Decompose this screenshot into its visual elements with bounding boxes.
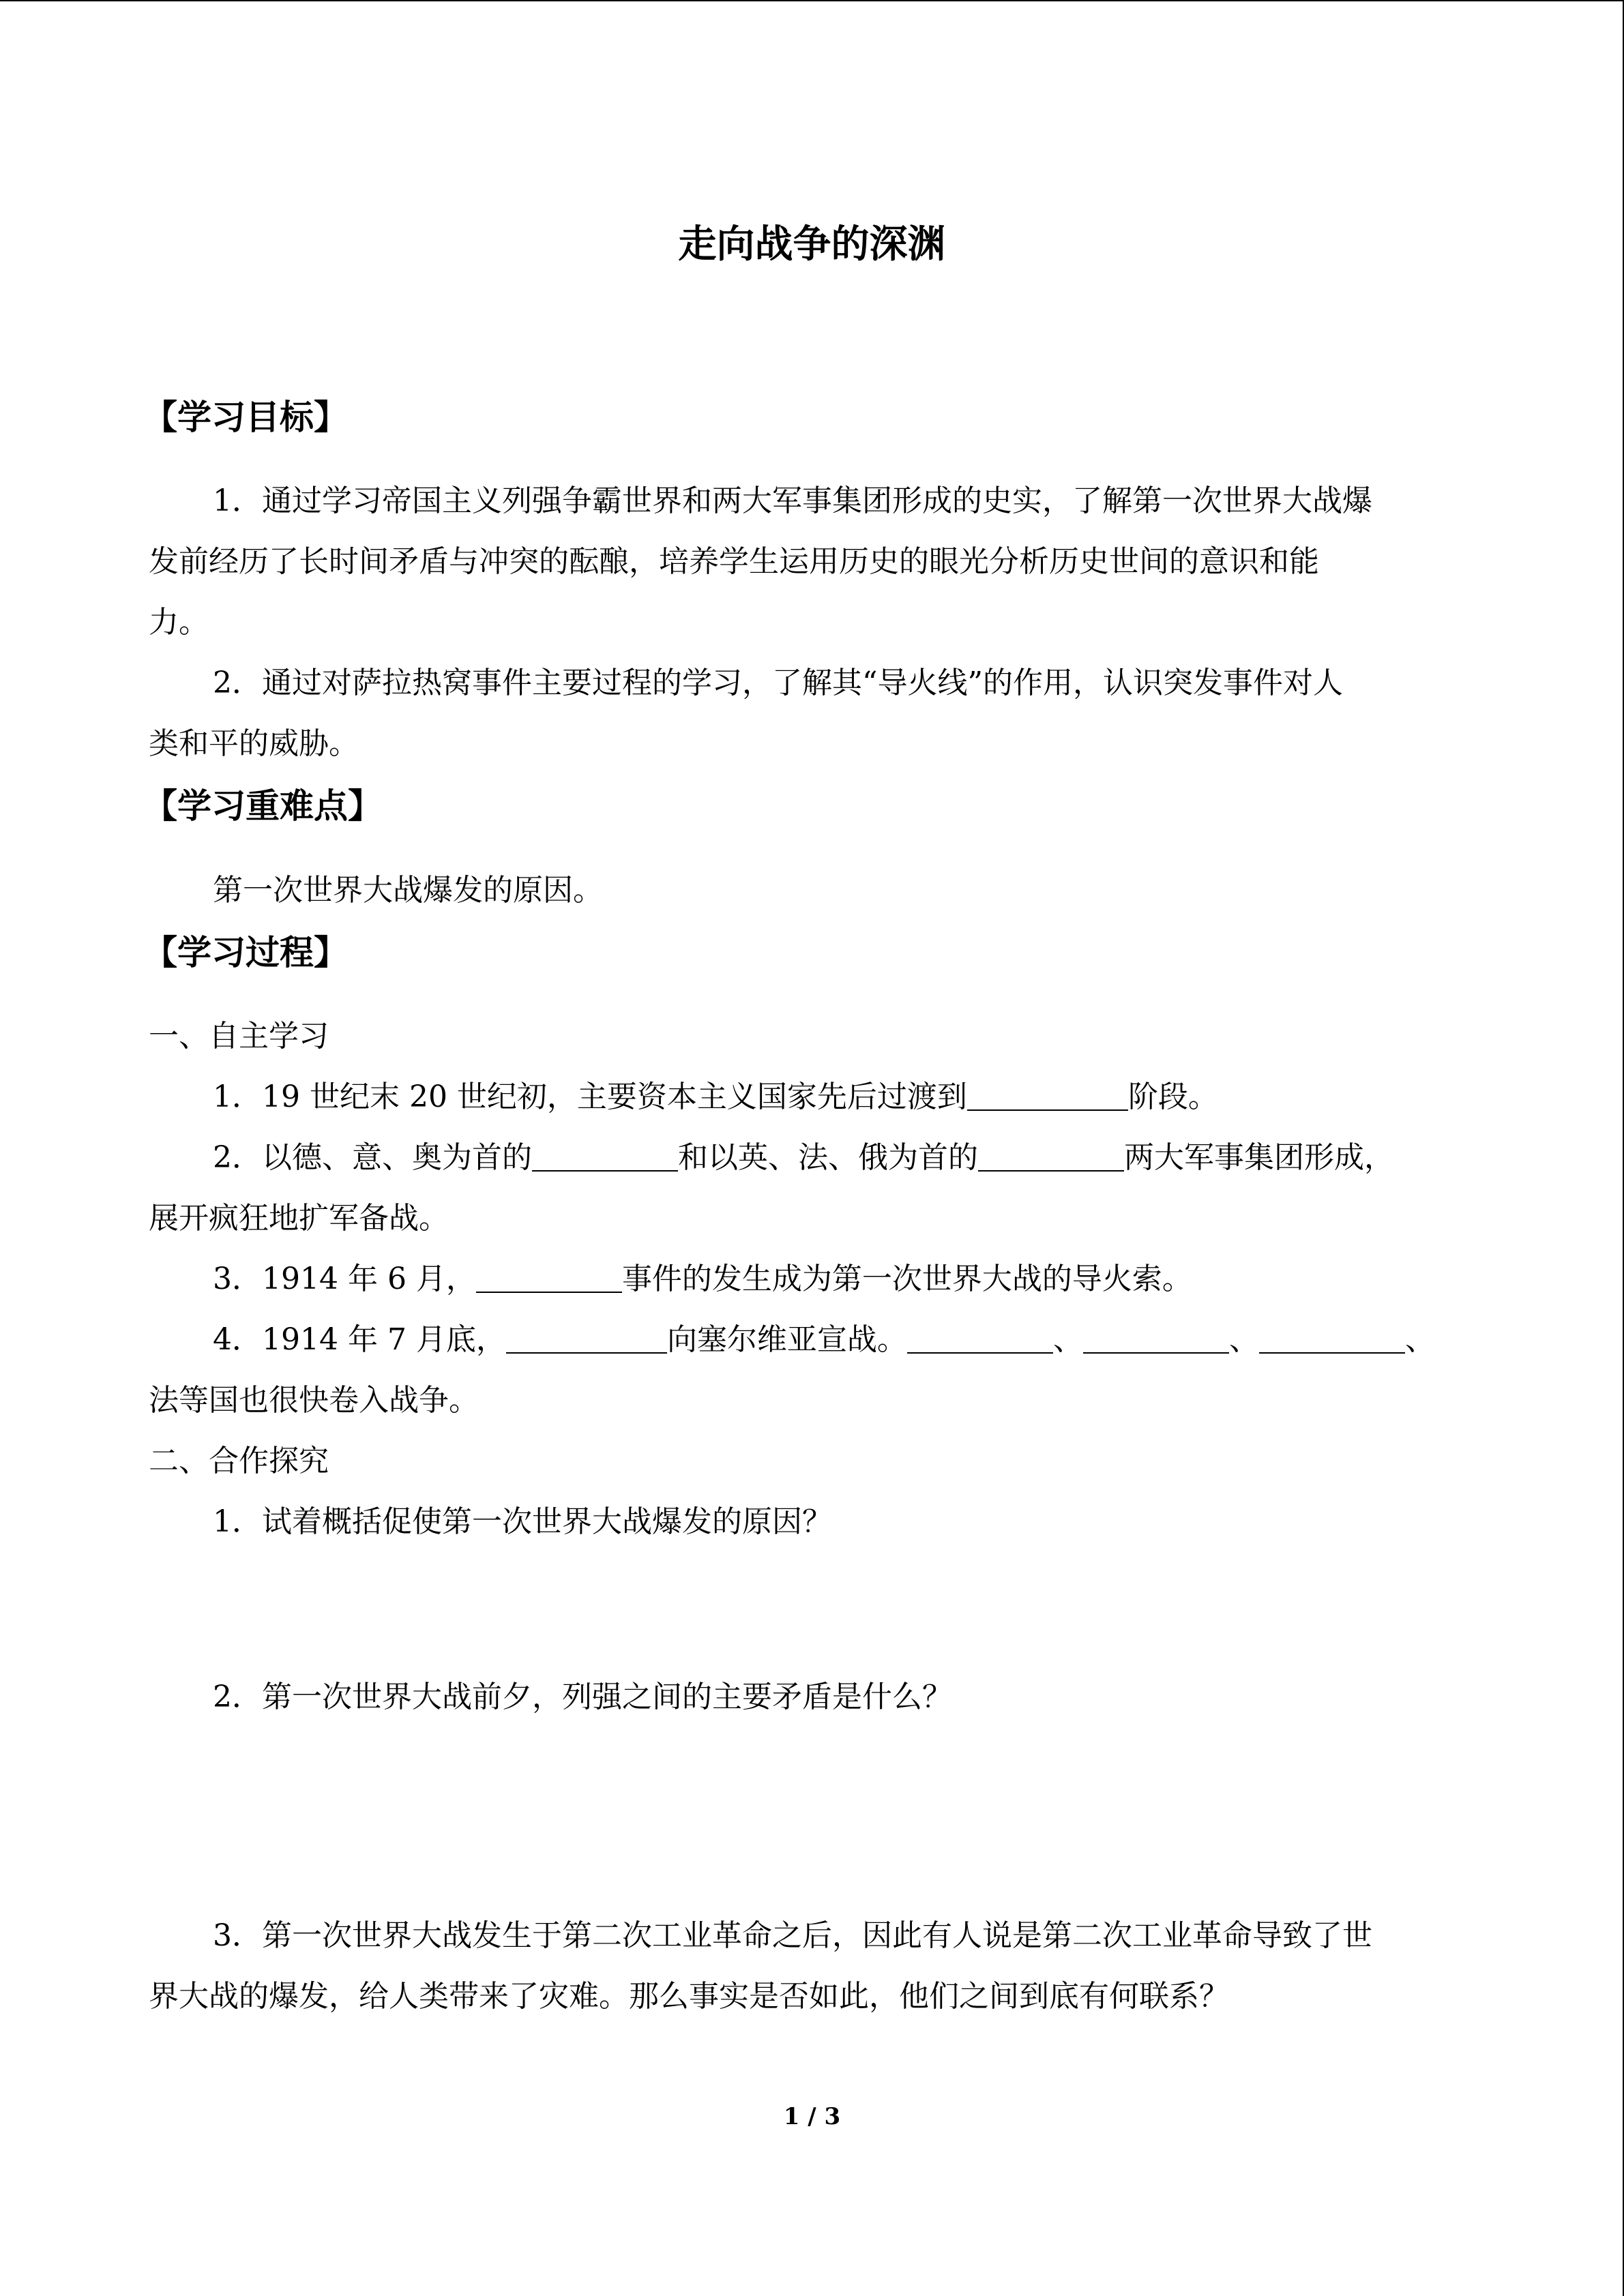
question-4-separator-1: 、 xyxy=(1052,1322,1083,1357)
question-1-text-b: 阶段。 xyxy=(1127,1079,1218,1114)
answer-blank-1[interactable] xyxy=(967,1082,1128,1111)
answer-blank-4b[interactable] xyxy=(907,1325,1053,1354)
question-2-text-c: 两大军事集团形成， xyxy=(1124,1140,1394,1175)
objective-1-line-3: 力。 xyxy=(149,605,209,640)
process-heading: 【学习过程】 xyxy=(143,933,348,972)
objective-1-line-1: 1．通过学习帝国主义列强争霸世界和两大军事集团形成的史实，了解第一次世界大战爆 xyxy=(213,483,1372,518)
question-4-separator-2: 、 xyxy=(1228,1322,1259,1357)
key-points-heading: 【学习重难点】 xyxy=(143,786,382,826)
document-title: 走向战争的深渊 xyxy=(678,222,946,267)
objective-1-line-2: 发前经历了长时间矛盾与冲突的酝酿，培养学生运用历史的眼光分析历史世间的意识和能 xyxy=(149,544,1319,579)
question-4-text-a: 4．1914 年 7 月底， xyxy=(213,1322,506,1357)
answer-blank-3[interactable] xyxy=(476,1264,622,1293)
part-1-heading: 一、自主学习 xyxy=(149,1019,329,1054)
question-2-line-2: 展开疯狂地扩军备战。 xyxy=(149,1201,449,1236)
answer-blank-4c[interactable] xyxy=(1083,1325,1229,1354)
question-2-text-a: 2．以德、意、奥为首的 xyxy=(213,1140,532,1175)
inquiry-question-3-line-1: 3．第一次世界大战发生于第二次工业革命之后，因此有人说是第二次工业革命导致了世 xyxy=(213,1918,1372,1953)
inquiry-question-2: 2．第一次世界大战前夕，列强之间的主要矛盾是什么？ xyxy=(213,1680,952,1714)
question-3-text-b: 事件的发生成为第一次世界大战的导火索。 xyxy=(621,1262,1192,1296)
inquiry-question-3-line-2: 界大战的爆发，给人类带来了灾难。那么事实是否如此，他们之间到底有何联系？ xyxy=(149,1979,1229,2014)
answer-blank-2b[interactable] xyxy=(978,1143,1124,1172)
question-1-text-a: 1．19 世纪末 20 世纪初，主要资本主义国家先后过渡到 xyxy=(213,1079,967,1114)
inquiry-question-1: 1．试着概括促使第一次世界大战爆发的原因？ xyxy=(213,1504,832,1539)
question-2 xyxy=(213,1133,1394,1176)
objective-2-line-1: 2．通过对萨拉热窝事件主要过程的学习，了解其“导火线”的作用，认识突发事件对人 xyxy=(213,666,1343,700)
question-4-text-b: 向塞尔维亚宣战。 xyxy=(666,1322,907,1357)
objective-2-line-2: 类和平的威胁。 xyxy=(149,726,359,761)
question-2-text-b: 和以英、法、俄为首的 xyxy=(678,1140,978,1175)
page-number: 1 / 3 xyxy=(783,2103,841,2130)
question-3 xyxy=(213,1254,1192,1298)
question-4 xyxy=(213,1315,1435,1358)
answer-blank-2a[interactable] xyxy=(532,1143,678,1172)
objectives-heading: 【学习目标】 xyxy=(143,398,348,437)
answer-blank-4a[interactable] xyxy=(506,1325,667,1354)
key-points-text: 第一次世界大战爆发的原因。 xyxy=(213,873,603,908)
part-2-heading: 二、合作探究 xyxy=(149,1444,329,1478)
question-4-separator-3: 、 xyxy=(1404,1322,1435,1357)
question-4-line-2: 法等国也很快卷入战争。 xyxy=(149,1383,479,1418)
question-1 xyxy=(213,1072,1218,1116)
question-3-text-a: 3．1914 年 6 月， xyxy=(213,1262,476,1296)
answer-blank-4d[interactable] xyxy=(1259,1325,1405,1354)
